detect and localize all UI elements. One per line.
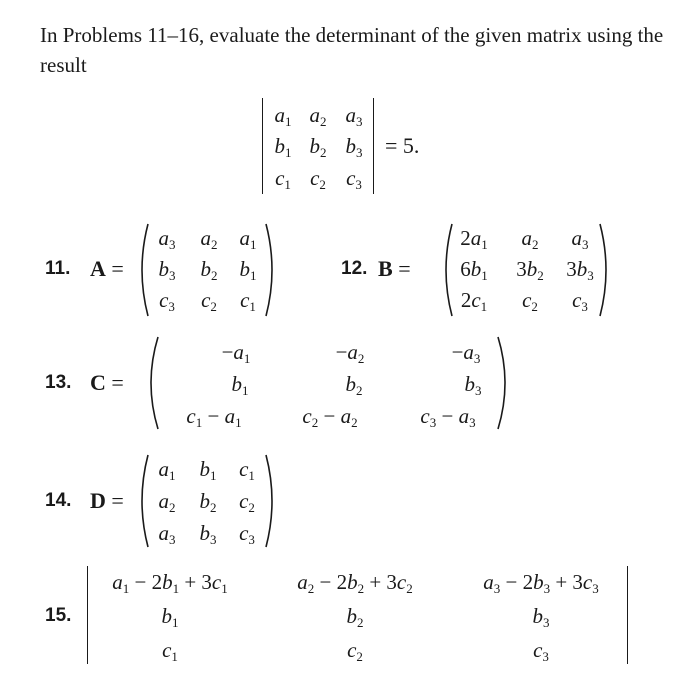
entry: $b_1$	[274, 134, 292, 160]
matrix-name: B =	[378, 256, 411, 281]
problem-number: 13.	[45, 372, 72, 393]
entry: $3b_2$	[516, 257, 544, 283]
problem-number: 11.	[45, 258, 71, 279]
entry: $6b_1$	[460, 257, 488, 283]
entry: $a_1$	[239, 226, 257, 252]
entry: $a_1 - 2b_1 + 3c_1$	[112, 570, 228, 596]
entry: $c_1$	[275, 166, 291, 192]
entry: $a_1$	[158, 457, 176, 483]
entry: $b_2$	[309, 134, 327, 160]
entry: $a_3$	[158, 521, 176, 547]
entry: $b_3$	[158, 257, 176, 283]
entry: $b_2$	[200, 257, 218, 283]
entry: $-a_3$	[451, 340, 481, 366]
left-determinant-bar	[262, 98, 263, 194]
entry: $b_3$	[345, 134, 363, 160]
right-determinant-bar	[627, 566, 628, 664]
entry: $2a_1$	[460, 226, 488, 252]
right-paren	[264, 453, 280, 549]
entry: $b_2$	[199, 489, 217, 515]
entry: $-a_1$	[221, 340, 251, 366]
entry: $a_3$	[345, 103, 363, 129]
entry: $2c_1$	[460, 288, 488, 314]
entry: $c_2$	[347, 638, 363, 664]
entry: $c_2$	[239, 489, 255, 515]
entry: $c_2 - a_2$	[302, 404, 358, 430]
entry: $c_3$	[239, 521, 255, 547]
entry: $a_2 - 2b_2 + 3c_2$	[297, 570, 413, 596]
entry: $a_2$	[200, 226, 218, 252]
entry: $c_1$	[239, 457, 255, 483]
entry: $c_3$	[572, 288, 588, 314]
entry: $a_3$	[571, 226, 589, 252]
entry: $3b_3$	[566, 257, 594, 283]
matrix-name: C =	[90, 370, 124, 395]
entry: $a_1$	[274, 103, 292, 129]
entry: $c_1$	[240, 288, 256, 314]
entry: $c_2$	[522, 288, 538, 314]
left-paren	[134, 222, 150, 318]
entry: $c_2$	[201, 288, 217, 314]
entry: $c_3$	[159, 288, 175, 314]
entry: $c_3$	[346, 166, 362, 192]
left-paren	[438, 222, 454, 318]
entry: $a_2$	[158, 489, 176, 515]
entry: $-a_2$	[335, 340, 365, 366]
problem-number: 12.	[341, 258, 368, 279]
entry: $b_1$	[239, 257, 257, 283]
entry: $c_1$	[162, 638, 178, 664]
problem-intro-text: In Problems 11–16, evaluate the determinant of the given matrix using the result	[40, 23, 664, 77]
entry: $a_3$	[158, 226, 176, 252]
entry: $b_2$	[345, 372, 363, 398]
left-determinant-bar	[87, 566, 88, 664]
entry: $c_3$	[533, 638, 549, 664]
entry: $c_1 - a_1$	[186, 404, 242, 430]
left-paren	[134, 453, 150, 549]
entry: $c_3 - a_3$	[420, 404, 476, 430]
entry: $b_3$	[199, 521, 217, 547]
entry: $b_1$	[231, 372, 249, 398]
entry: $b_1$	[199, 457, 217, 483]
matrix-name: D =	[90, 488, 124, 513]
entry: $a_3 - 2b_3 + 3c_3$	[483, 570, 599, 596]
right-paren	[598, 222, 614, 318]
entry: $b_3$	[464, 372, 482, 398]
right-paren	[264, 222, 280, 318]
entry: $c_2$	[310, 166, 326, 192]
entry: $b_3$	[532, 604, 550, 630]
entry: $a_2$	[309, 103, 327, 129]
matrix-name: A =	[90, 256, 124, 281]
entry: $a_2$	[521, 226, 539, 252]
entry: $b_2$	[346, 604, 364, 630]
problem-number: 14.	[45, 490, 72, 511]
equals-five: = 5.	[385, 133, 420, 158]
entry: $b_1$	[161, 604, 179, 630]
problem-number: 15.	[45, 605, 72, 626]
right-determinant-bar	[373, 98, 374, 194]
right-paren	[496, 335, 514, 431]
left-paren	[142, 335, 160, 431]
